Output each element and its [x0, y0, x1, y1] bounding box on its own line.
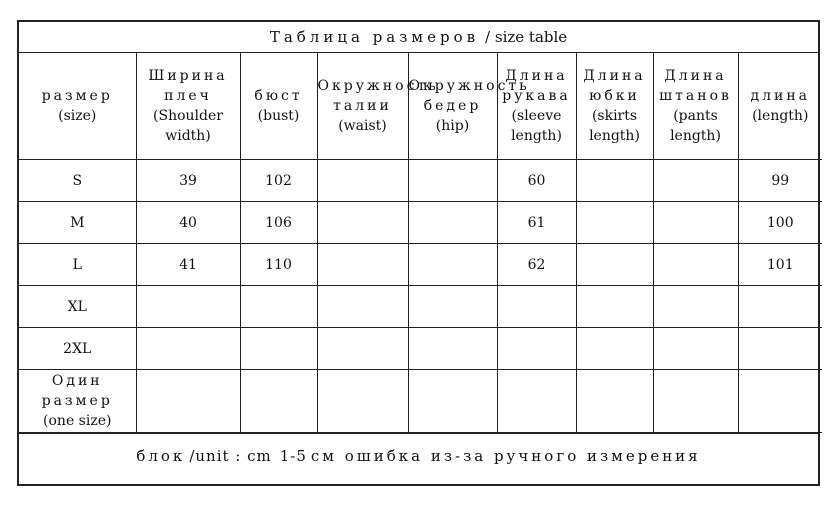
cell-waist — [317, 286, 408, 328]
cell-hip — [408, 328, 497, 370]
cell-skirts — [576, 370, 653, 433]
cell-shoulder: 39 — [136, 160, 240, 202]
cell-shoulder — [136, 328, 240, 370]
cell-length: 100 — [738, 202, 822, 244]
note-unit: /unit : cm — [189, 446, 272, 465]
header-skirts-length: Длина юбки (skirts length) — [576, 53, 653, 160]
cell-length: 99 — [738, 160, 822, 202]
cell-length — [738, 286, 822, 328]
cell-bust: 110 — [240, 244, 317, 286]
header-length: длина (length) — [738, 53, 822, 160]
cell-bust — [240, 328, 317, 370]
table-row-2xl — [19, 328, 822, 370]
cell-waist — [317, 370, 408, 433]
cell-sleeve: 61 — [497, 202, 576, 244]
cell-hip — [408, 244, 497, 286]
cell-pants — [653, 370, 738, 433]
header-hip: Окружность бедер (hip) — [408, 53, 497, 160]
table-row-s — [19, 160, 822, 202]
cell-bust — [240, 370, 317, 433]
header-sleeve-length: Длина рукава (sleeve length) — [497, 53, 576, 160]
cell-length — [738, 370, 822, 433]
cell-sleeve: 62 — [497, 244, 576, 286]
cell-length — [738, 328, 822, 370]
cell-shoulder — [136, 286, 240, 328]
table-row-m — [19, 202, 822, 244]
cell-waist — [317, 328, 408, 370]
header-shoulder-width: Ширина плеч (Shoulder width) — [136, 53, 240, 160]
table-row-xl — [19, 286, 822, 328]
cell-bust — [240, 286, 317, 328]
cell-pants — [653, 328, 738, 370]
header-pants-length: Длина штанов (pants length) — [653, 53, 738, 160]
cell-skirts — [576, 286, 653, 328]
cell-pants — [653, 160, 738, 202]
note-range: 1-5 — [279, 446, 307, 465]
cell-waist — [317, 202, 408, 244]
table-row-one-size — [19, 370, 822, 433]
header-row — [19, 53, 822, 160]
cell-sleeve — [497, 328, 576, 370]
cell-bust: 102 — [240, 160, 317, 202]
size-label-m: M — [19, 202, 136, 244]
header-size: размер (size) — [19, 53, 136, 160]
size-table — [19, 53, 822, 433]
one-size-ru: Один размер — [41, 373, 113, 409]
cell-pants — [653, 286, 738, 328]
note-ru-a: блок — [136, 446, 186, 465]
cell-skirts — [576, 202, 653, 244]
cell-pants — [653, 244, 738, 286]
cell-waist — [317, 160, 408, 202]
note-ru-b: см ошибка из-за ручного измерения — [310, 446, 701, 465]
cell-sleeve — [497, 286, 576, 328]
header-waist: Окружность талии (waist) — [317, 53, 408, 160]
cell-bust: 106 — [240, 202, 317, 244]
title-en: / size table — [485, 28, 568, 46]
cell-skirts — [576, 160, 653, 202]
one-size-en: (one size) — [43, 413, 112, 429]
cell-skirts — [576, 244, 653, 286]
size-label-xl: XL — [19, 286, 136, 328]
cell-waist — [317, 244, 408, 286]
size-label-2xl: 2XL — [19, 328, 136, 370]
size-label-l: L — [19, 244, 136, 286]
cell-sleeve — [497, 370, 576, 433]
cell-hip — [408, 370, 497, 433]
cell-pants — [653, 202, 738, 244]
size-label-s: S — [19, 160, 136, 202]
header-bust: бюст (bust) — [240, 53, 317, 160]
cell-skirts — [576, 328, 653, 370]
cell-length: 101 — [738, 244, 822, 286]
cell-hip — [408, 286, 497, 328]
cell-sleeve: 60 — [497, 160, 576, 202]
cell-hip — [408, 202, 497, 244]
cell-hip — [408, 160, 497, 202]
cell-shoulder: 41 — [136, 244, 240, 286]
cell-shoulder — [136, 370, 240, 433]
table-row-l — [19, 244, 822, 286]
size-table-sheet — [17, 20, 820, 486]
size-label-one-size — [19, 370, 136, 433]
cell-shoulder: 40 — [136, 202, 240, 244]
table-title — [19, 22, 818, 53]
title-ru: Таблица размеров — [269, 28, 480, 46]
measurement-note — [19, 433, 818, 477]
